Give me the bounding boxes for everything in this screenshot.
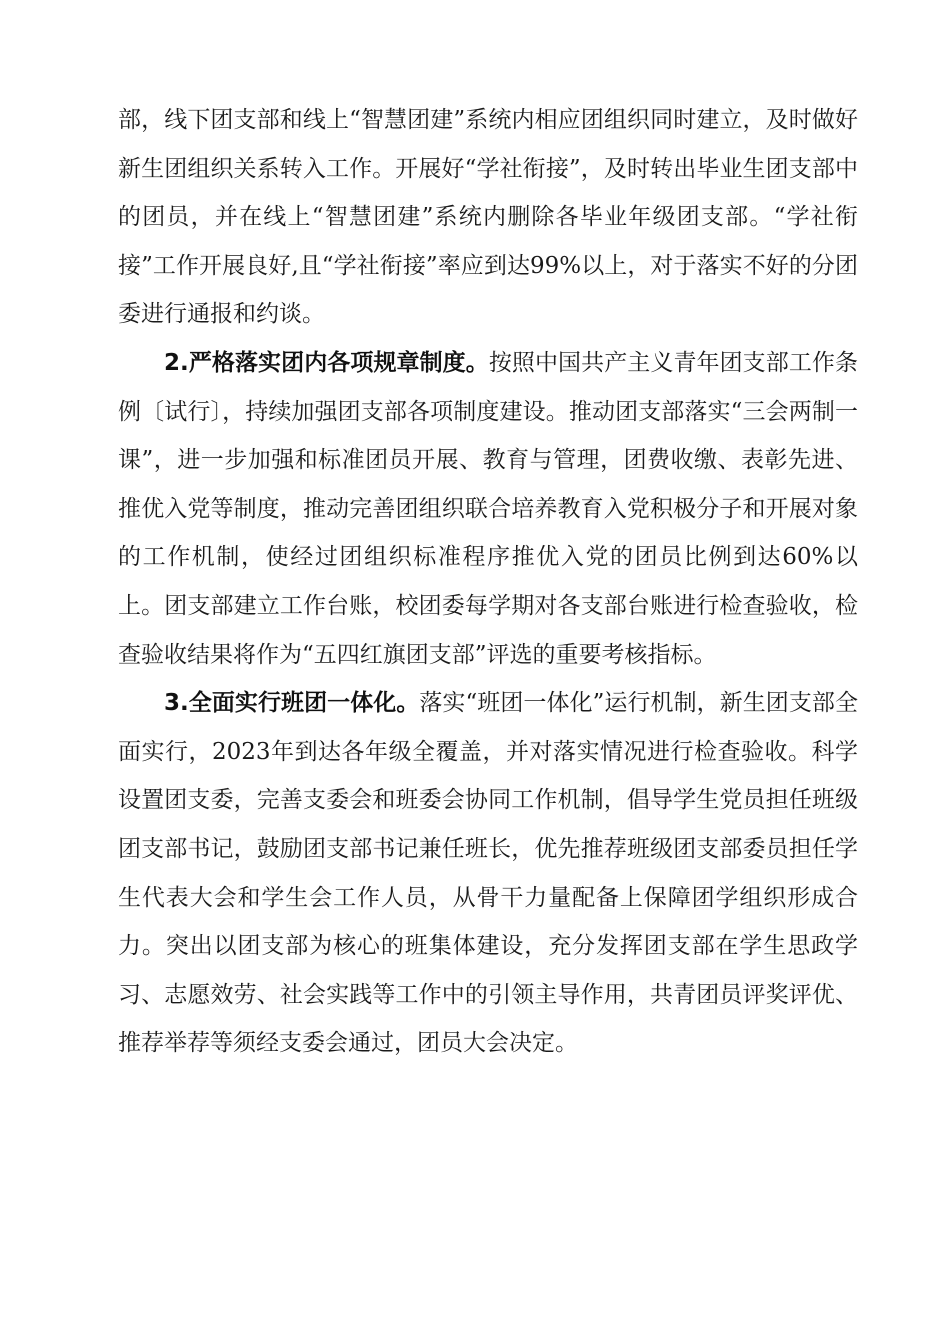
paragraph-text: 落实“班团一体化”运行机制，新生团支部全面实行，2023年到达各年级全覆盖，并对落实情况进行检查验收。科学设置团支委，完善支委会和班委会协同工作机制，倡导学生党员担任班级团支部书记，鼓励团支部书记兼任班长，优先推荐班级团支部委员担任学生代表大会和学生会工作人员，从骨干力量配备上保障团学组织形成合力。突出以团支部为核心的班集体建设，充分发挥团支部在学生思政学习、志愿效劳、社会实践等工作中的引领主导作用，共青团员评奖评优、推荐举荐等须经支委会通过，团员大会决定。 (118, 690, 858, 1057)
paragraph-section-3 (118, 679, 858, 1068)
document-body (118, 96, 858, 1068)
section-2-heading: 2.严格落实团内各项规章制度。 (164, 349, 489, 376)
paragraph-continuation (118, 96, 858, 339)
section-3-heading: 3.全面实行班团一体化。 (164, 690, 420, 717)
paragraph-text: 按照中国共产主义青年团支部工作条例〔试行〕，持续加强团支部各项制度建设。推动团支部落实“三会两制一课”，进一步加强和标准团员开展、教育与管理，团费收缴、表彰先进、推优入党等制度，推动完善团组织联合培养教育入党积极分子和开展对象的工作机制，使经过团组织标准程序推优入党的团员比例到达60%以上。团支部建立工作台账，校团委每学期对各支部台账进行检查验收，检查验收结果将作为“五四红旗团支部”评选的重要考核指标。 (118, 349, 858, 668)
paragraph-section-2 (118, 339, 858, 679)
paragraph-text: 部，线下团支部和线上“智慧团建”系统内相应团组织同时建立，及时做好新生团组织关系转入工作。开展好“学社衔接”，及时转出毕业生团支部中的团员，并在线上“智慧团建”系统内删除各毕业年级团支部。“学社衔接”工作开展良好,且“学社衔接”率应到达99%以上，对于落实不好的分团委进行通报和约谈。 (118, 107, 858, 328)
